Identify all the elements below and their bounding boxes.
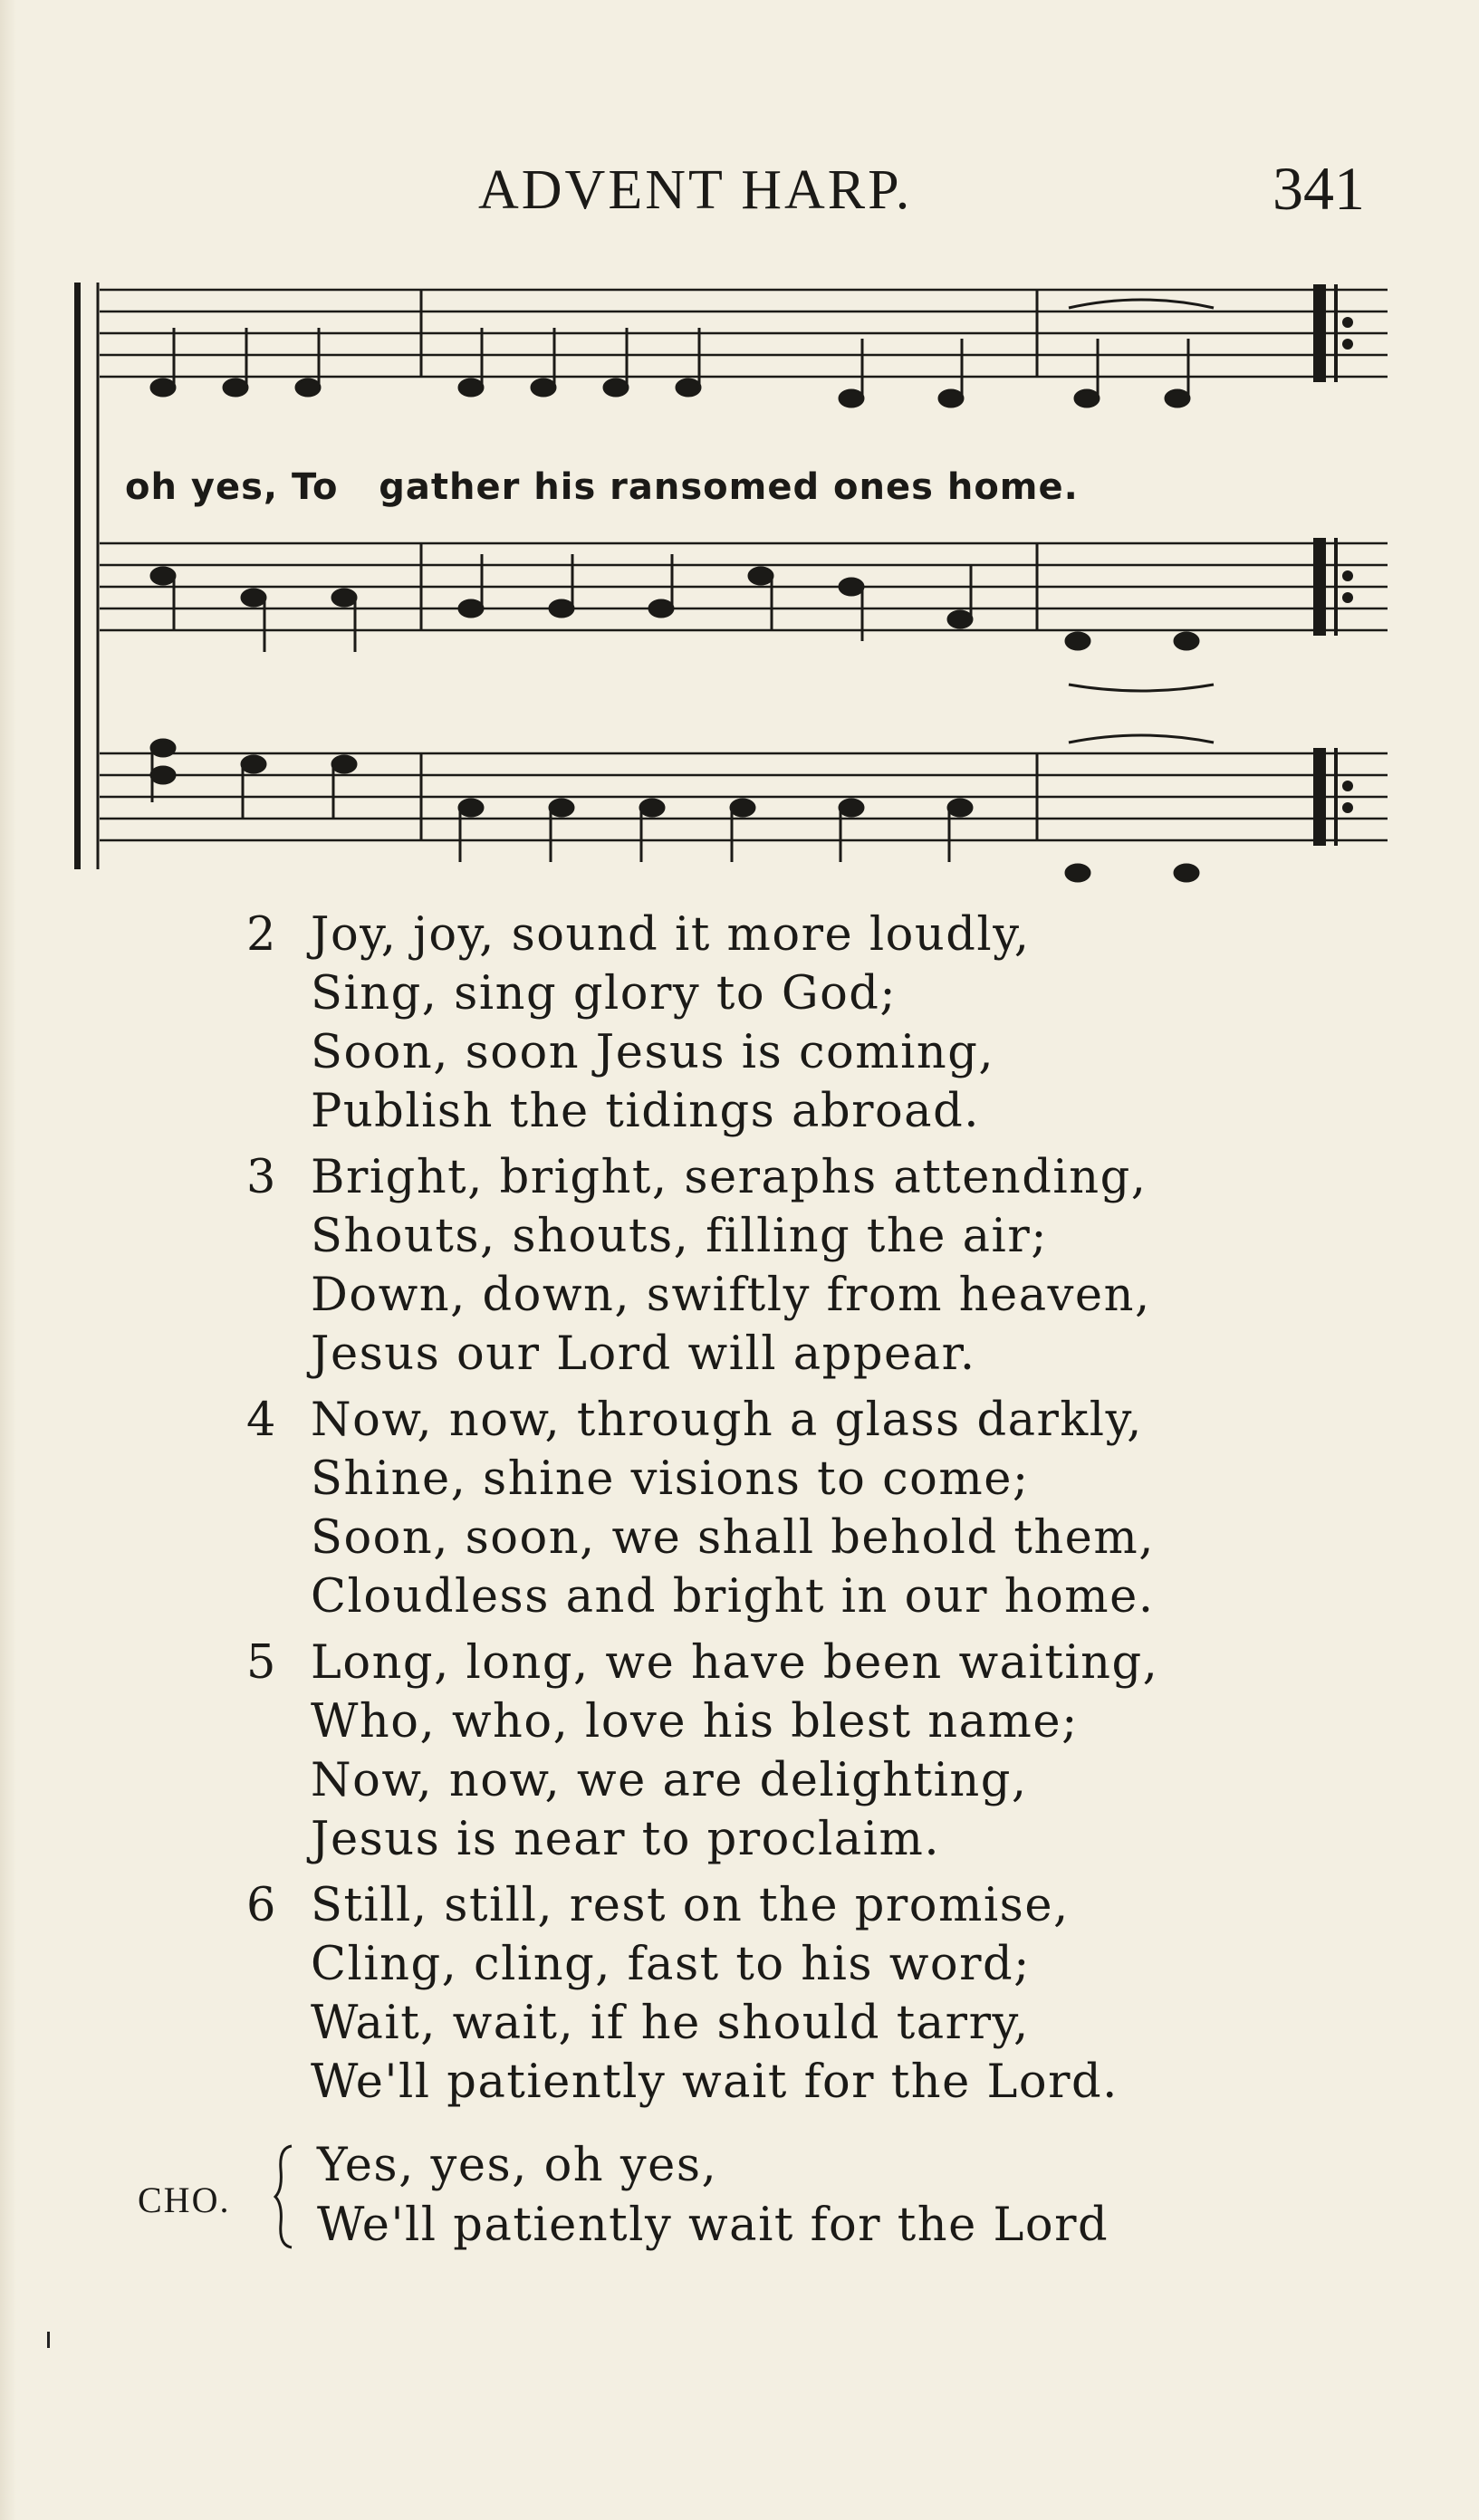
verse-3: [0, 1148, 1479, 1384]
verse-number: 5: [246, 1636, 277, 1690]
verse-line: We'll patiently wait for the Lord.: [311, 2055, 1119, 2109]
verse-line: Wait, wait, if he should tarry,: [311, 1997, 1030, 2050]
verse-number: 3: [246, 1151, 277, 1204]
verse-number: 4: [246, 1394, 277, 1447]
verse-line: Sing, sing glory to God;: [311, 967, 898, 1020]
verse-4: [0, 1391, 1479, 1626]
verse-line: Publish the tidings abroad.: [311, 1085, 980, 1138]
page-number: 341: [1273, 154, 1365, 223]
verses: [0, 905, 1479, 2119]
verse-number: 2: [246, 908, 277, 962]
verse-line: Bright, bright, seraphs attending,: [311, 1151, 1148, 1204]
staff-2: [100, 543, 1388, 630]
verse-number: 6: [246, 1879, 277, 1932]
music-score: [72, 272, 1395, 887]
chorus-line: We'll patiently wait for the Lord: [317, 2199, 1109, 2252]
staff-3: [100, 753, 1388, 840]
verse-line: Joy, joy, sound it more loudly,: [311, 908, 1031, 962]
verse-line: Now, now, through a glass darkly,: [311, 1394, 1143, 1447]
verse-line: Still, still, rest on the promise,: [311, 1879, 1070, 1932]
verse-line: Soon, soon Jesus is coming,: [311, 1026, 995, 1079]
chorus: [0, 2133, 1479, 2269]
brace-icon: [272, 2142, 299, 2251]
verse-line: Down, down, swiftly from heaven,: [311, 1269, 1151, 1322]
verse-line: Jesus our Lord will appear.: [311, 1327, 976, 1381]
verse-line: Cloudless and bright in our home.: [311, 1570, 1155, 1624]
running-title: ADVENT HARP.: [478, 159, 913, 221]
chorus-line: Yes, yes, oh yes,: [317, 2139, 718, 2192]
verse-line: Now, now, we are delighting,: [311, 1754, 1028, 1807]
verse-line: Soon, soon, we shall behold them,: [311, 1511, 1155, 1565]
running-head: [0, 154, 1479, 231]
verse-line: Shouts, shouts, filling the air;: [311, 1210, 1048, 1263]
chorus-label: CHO.: [138, 2180, 231, 2220]
verse-line: Cling, cling, fast to his word;: [311, 1938, 1031, 1991]
verse-line: Shine, shine visions to come;: [311, 1452, 1030, 1506]
music-lyric: oh yes, To gather his ransomed ones home.: [125, 466, 1079, 508]
ink-mark: [47, 2332, 50, 2348]
verse-line: Jesus is near to proclaim.: [311, 1813, 941, 1866]
music-staves: [72, 272, 1395, 887]
verse-5: [0, 1634, 1479, 1869]
verse-line: Long, long, we have been waiting,: [311, 1636, 1159, 1690]
verse-line: Who, who, love his blest name;: [311, 1695, 1079, 1749]
verse-2: [0, 905, 1479, 1141]
verse-6: [0, 1876, 1479, 2112]
